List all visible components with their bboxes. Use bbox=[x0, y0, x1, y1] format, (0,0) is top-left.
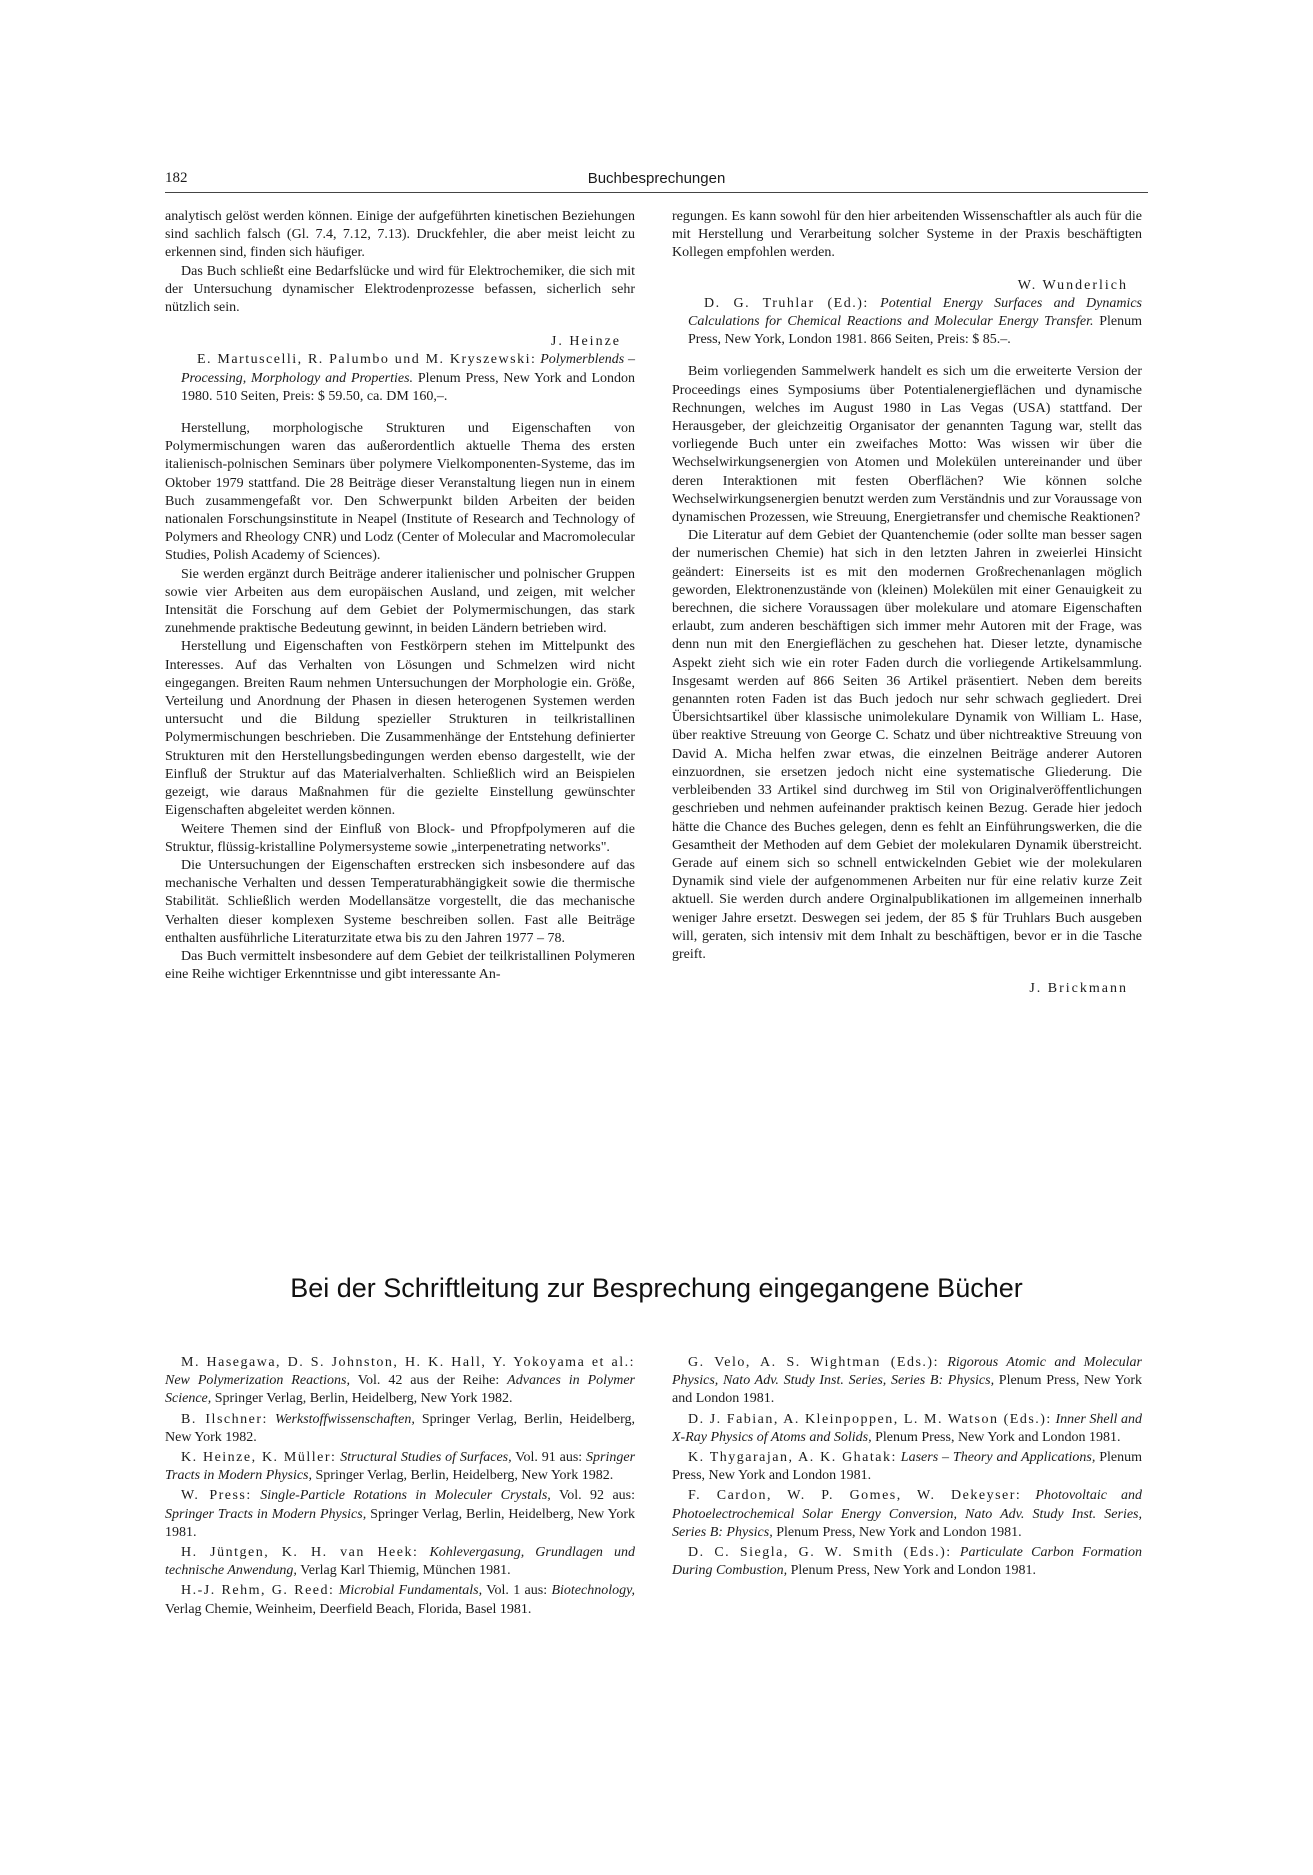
book-publisher: Plenum Press, New York and London 1981. bbox=[672, 1373, 1143, 1407]
book-entry bbox=[672, 1449, 1142, 1485]
book-series: Springer Tracts in Modern Physics, bbox=[165, 1506, 367, 1522]
book-title: Kohlevergasung, Grundlagen und technische Anwendung, bbox=[165, 1545, 635, 1579]
reviewer-signature: J. Brickmann bbox=[1029, 981, 1128, 997]
book-title: Photovoltaic and Photoelectrochemical Solar Energy Conversion, Nato Adv. Study Inst. Series, Series B: Physics, bbox=[672, 1488, 1142, 1540]
book-title: Rigorous Atomic and Molecular Physics, Nato Adv. Study Inst. Series, Series B: Physics, bbox=[672, 1355, 1143, 1389]
review-publisher: Plenum Press, New York and London 1980. 510 Seiten, Preis: $ 59.50, ca. DM 160,–. bbox=[181, 370, 636, 404]
page-number: 182 bbox=[165, 170, 188, 186]
book-authors: H.-J. Rehm, G. Reed: bbox=[181, 1583, 335, 1599]
review-book-title: Potential Energy Surfaces and Dynamics Calculations for Chemical Reactions and Molecular Energy Transfer. bbox=[688, 295, 1142, 330]
book-title: Microbial Fundamentals, bbox=[338, 1583, 483, 1599]
review-authors: D. G. Truhlar (Ed.): bbox=[704, 295, 869, 311]
book-authors: W. Press: bbox=[181, 1488, 252, 1504]
section-title: Bei der Schriftleitung zur Besprechung eingegangene Bücher bbox=[290, 1273, 1023, 1303]
book-details: Vol. 1 aus: bbox=[486, 1583, 548, 1599]
book-authors: M. Hasegawa, D. S. Johnston, H. K. Hall, Y. Yokoyama et al.: bbox=[181, 1355, 635, 1370]
review-publisher: Plenum Press, New York, London 1981. 866 Seiten, Preis: $ 85.–. bbox=[688, 314, 1142, 348]
paragraph: Das Buch schließt eine Bedarfslücke und wird für Elektrochemiker, die sich mit der Untersuchung dynamischer Elektrodenprozesse befassen, sicherlich sehr nützlich sein. bbox=[165, 263, 635, 316]
book-details: Vol. 91 aus: bbox=[515, 1450, 583, 1466]
book-entry bbox=[165, 1354, 635, 1409]
book-details: Vol. 92 aus: bbox=[558, 1488, 635, 1504]
book-entry bbox=[672, 1544, 1142, 1580]
book-entry bbox=[165, 1582, 635, 1618]
book-series: Springer Tracts in Modern Physics, bbox=[165, 1450, 636, 1484]
book-publisher: Plenum Press, New York and London 1981. bbox=[672, 1450, 1143, 1484]
paragraph: Sie werden ergänzt durch Beiträge anderer italienischer und polnischer Gruppen sowie vier Arbeiten aus dem europäischen Ausland, und zeigen, mit welcher Intensität die Forschung auf dem Gebiet der Polymermischungen, das stark zunehmende praktische Bedeutung gewinnt, in beiden Ländern betrieben wird. bbox=[165, 566, 635, 637]
review-citation bbox=[672, 295, 1142, 350]
book-title: Structural Studies of Surfaces, bbox=[340, 1450, 512, 1466]
left-column bbox=[165, 208, 635, 984]
book-publisher: Springer Verlag, Berlin, Heidelberg, New York 1981. bbox=[165, 1506, 636, 1540]
book-entry bbox=[165, 1411, 635, 1447]
book-authors: D. C. Siegla, G. W. Smith (Eds.): bbox=[688, 1545, 952, 1561]
book-authors: K. Thygarajan, A. K. Ghatak: bbox=[688, 1450, 897, 1466]
paragraph: Das Buch vermittelt insbesondere auf dem Gebiet der teilkristallinen Polymeren eine Reihe wichtiger Erkenntnisse und gibt interessante An- bbox=[165, 948, 635, 983]
book-details: Vol. 42 aus der Reihe: bbox=[357, 1373, 500, 1389]
book-entry bbox=[165, 1487, 635, 1542]
paragraph: Weitere Themen sind der Einfluß von Block- und Pfropfpolymeren auf die Struktur, flüssig-kristalline Polymersysteme sowie „interpenetrating networks". bbox=[165, 821, 635, 855]
review-citation bbox=[165, 351, 635, 406]
book-entry bbox=[672, 1411, 1142, 1447]
book-authors: F. Cardon, W. P. Gomes, W. Dekeyser: bbox=[688, 1488, 1022, 1504]
paragraph: Herstellung und Eigenschaften von Festkörpern stehen im Mittelpunkt des Interesses. Auf das Verhalten von Lösungen und Schmelzen wird nicht eingegangen. Breiten Raum nehmen Untersuchungen der Morphologie ein. Größe, Verteilung und Anordnung der Phasen in diesen heterogenen Systemen werden untersucht und die Bildung spezieller Strukturen in teilkristallinen Polymermischungen beschrieben. Die Zusammenhänge der Entstehung definierter Strukturen mit den Herstellungsbedingungen werden ebenso dargestellt, wie der Einfluß der Struktur auf das Materialverhalten. Schließlich wird an Beispielen gezeigt, wie daraus Maßnahmen für die gezielte Einstellung gewünschter Eigenschaften abgeleitet werden können. bbox=[165, 639, 635, 819]
book-publisher: Plenum Press, New York and London 1981. bbox=[790, 1563, 1037, 1579]
book-details: Verlag Karl Thiemig, München 1981. bbox=[300, 1563, 511, 1579]
received-books-right bbox=[672, 1354, 1142, 1582]
book-entry bbox=[672, 1487, 1142, 1542]
book-authors: K. Heinze, K. Müller: bbox=[181, 1450, 337, 1466]
review-book-title: Polymerblends – Processing, Morphology and Properties. bbox=[181, 352, 635, 386]
paragraph: Die Literatur auf dem Gebiet der Quantenchemie (oder sollte man besser sagen der numerischen Chemie) hat sich in den letzten Jahren in zweierlei Hinsicht geändert: Einerseits ist es mit den modernen Großrechenanlagen möglich geworden, Elektronenzustände von (kleinen) Molekülen mit einer Genauigkeit zu berechnen, die sichere Voraussagen über molekulare und atomare Eigenschaften erlaubt, zum anderen beschäftigen sich immer mehr Autoren mit der Frage, was denn nun mit den Energieflächen zu geschehen hat. Dieser letzte, dynamische Aspekt zieht sich wie ein roter Faden durch die vorliegende Artikelsammlung. Insgesamt werden auf 866 Seiten 36 Artikel präsentiert. Neben dem bereits genannten roten Faden ist das Buch jedoch nur sehr schwach gegliedert. Drei Übersichtsartikel über klassische unimolekulare Dynamik von William L. Hase, über reaktive Streuung von George C. Schatz und über nichtreaktive Streuung von David A. Micha helfen zwar etwas, die einzelnen Beiträge anderer Autoren einzuordnen, sie ersetzen jedoch nicht eine systematische Gliederung. Die verbleibenden 33 Artikel sind durchweg im Stil von Originalveröffentlichungen geschrieben und nehmen aufeinander praktisch keinen Bezug. Gerade hier jedoch hätte die Chance des Buches gelegen, denn es fehlt an Einführungswerken, die die Gesamtheit der Methoden auf dem Gebiet der molekularen Dynamik überstreicht. Gerade auf einem sich so schnell entwickelnden Gebiet wie der molekularen Dynamik sind viele der aufgenommenen Arbeiten nur für eine relativ kurze Zeit aktuell. Sie werden durch andere Orginalpublikationen im allgemeinen innerhalb weniger Jahre ersetzt. Deswegen sei jedem, der 85 $ für Truhlars Buch ausgeben will, geraten, sich intensiv mit dem Inhalt zu beschäftigen, bevor er in die Tasche greift. bbox=[672, 528, 1142, 962]
paragraph: Die Untersuchungen der Eigenschaften erstrecken sich insbesondere auf das mechanische Verhalten und dessen Temperaturabhängigkeit sowie die thermische Stabilität. Schließlich werden Modellansätze vorgestellt, die das mechanische Verhalten dieser komplexen Systeme beschreiben sollen. Fast alle Beiträge enthalten ausführliche Literaturzitate etwa bis zu den Jahren 1977 – 78. bbox=[165, 857, 635, 946]
paragraph: analytisch gelöst werden können. Einige der aufgeführten kinetischen Beziehungen sind sachlich falsch (Gl. 7.4, 7.12, 7.13). Druckfehler, die aber meist leicht zu erkennen sind, finden sich häufiger. bbox=[165, 209, 635, 261]
book-publisher: Plenum Press, New York and London 1981. bbox=[776, 1524, 1022, 1540]
running-title: Buchbesprechungen bbox=[587, 170, 726, 187]
book-title: Single-Particle Rotations in Moleculer Crystals, bbox=[260, 1488, 551, 1504]
book-series: Biotechnology, bbox=[551, 1583, 636, 1599]
book-publisher: Verlag Chemie, Weinheim, Deerfield Beach, Florida, Basel 1981. bbox=[165, 1601, 532, 1617]
paragraph: Beim vorliegenden Sammelwerk handelt es sich um die erweiterte Version der Proceedings eines Symposiums über Potentialenergieflächen und dynamische Rechnungen, welches im August 1980 in Las Vegas (USA) stattfand. Der Herausgeber, der gleichzeitig Organisator der genannten Tagung war, stellt das vorliegende Buch unter ein zweifaches Motto: Was wissen wir über die Wechselwirkungsenergien von Atomen und Molekülen untereinander und über deren Interaktionen mit festen Oberflächen? Wie können solche Wechselwirkungsenergien benutzt werden zum Verständnis und zur Voraussage von dynamischen Prozessen, wie Streuung, Energietransfer und chemische Reaktionen? bbox=[672, 364, 1142, 526]
book-title: Inner Shell and X-Ray Physics of Atoms and Solids, bbox=[672, 1411, 1142, 1445]
book-entry bbox=[165, 1449, 635, 1485]
book-entry bbox=[165, 1544, 635, 1580]
received-books-left bbox=[165, 1354, 635, 1621]
book-title: Werkstoffwissenschaften, bbox=[274, 1411, 415, 1427]
book-title: Particulate Carbon Formation During Combustion, bbox=[672, 1545, 1142, 1579]
book-publisher: Plenum Press, New York and London 1981. bbox=[875, 1429, 1121, 1445]
book-details: Springer Verlag, Berlin, Heidelberg, New York 1982. bbox=[165, 1411, 636, 1445]
book-publisher: Springer Verlag, Berlin, Heidelberg, New York 1982. bbox=[315, 1468, 614, 1484]
book-title: New Polymerization Reactions, bbox=[165, 1373, 351, 1389]
reviewer-signature: W. Wunderlich bbox=[1017, 277, 1128, 293]
review-authors: E. Martuscelli, R. Palumbo und M. Kryszewski: bbox=[197, 352, 537, 368]
book-authors: H. Jüntgen, K. H. van Heek: bbox=[181, 1545, 419, 1561]
book-authors: D. J. Fabian, A. Kleinpoppen, L. M. Watson (Eds.): bbox=[688, 1411, 1052, 1427]
book-authors: G. Velo, A. S. Wightman (Eds.): bbox=[688, 1355, 939, 1370]
paragraph: regungen. Es kann sowohl für den hier arbeitenden Wissenschaftler als auch für die mit Herstellung und Verarbeitung solcher Systeme in der Praxis beschäftigten Kollegen empfohlen werden. bbox=[672, 209, 1142, 261]
book-entry bbox=[672, 1354, 1142, 1409]
paragraph: Herstellung, morphologische Strukturen und Eigenschaften von Polymermischungen waren das außerordentlich aktuelle Thema des ersten italienisch-polnischen Seminars über polymere Vielkomponenten-Systeme, das im Oktober 1979 stattfand. Die 28 Beiträge dieser Veranstaltung liegen nun in einem Buch zusammengefaßt vor. Den Schwerpunkt bilden Arbeiten der beiden nationalen Forschungsinstitute in Neapel (Institute of Research and Technology of Polymers and Rheology CNR) und Lodz (Center of Molecular and Macromolecular Studies, Polish Academy of Sciences). bbox=[165, 421, 635, 564]
right-column bbox=[672, 208, 1142, 998]
book-series: Advances in Polymer Science, bbox=[165, 1373, 635, 1407]
reviewer-signature: J. Heinze bbox=[550, 334, 621, 350]
page-header bbox=[165, 170, 1148, 193]
book-publisher: Springer Verlag, Berlin, Heidelberg, New York 1982. bbox=[214, 1391, 513, 1407]
book-authors: B. Ilschner: bbox=[181, 1411, 268, 1427]
book-title: Lasers – Theory and Applications, bbox=[900, 1450, 1096, 1466]
